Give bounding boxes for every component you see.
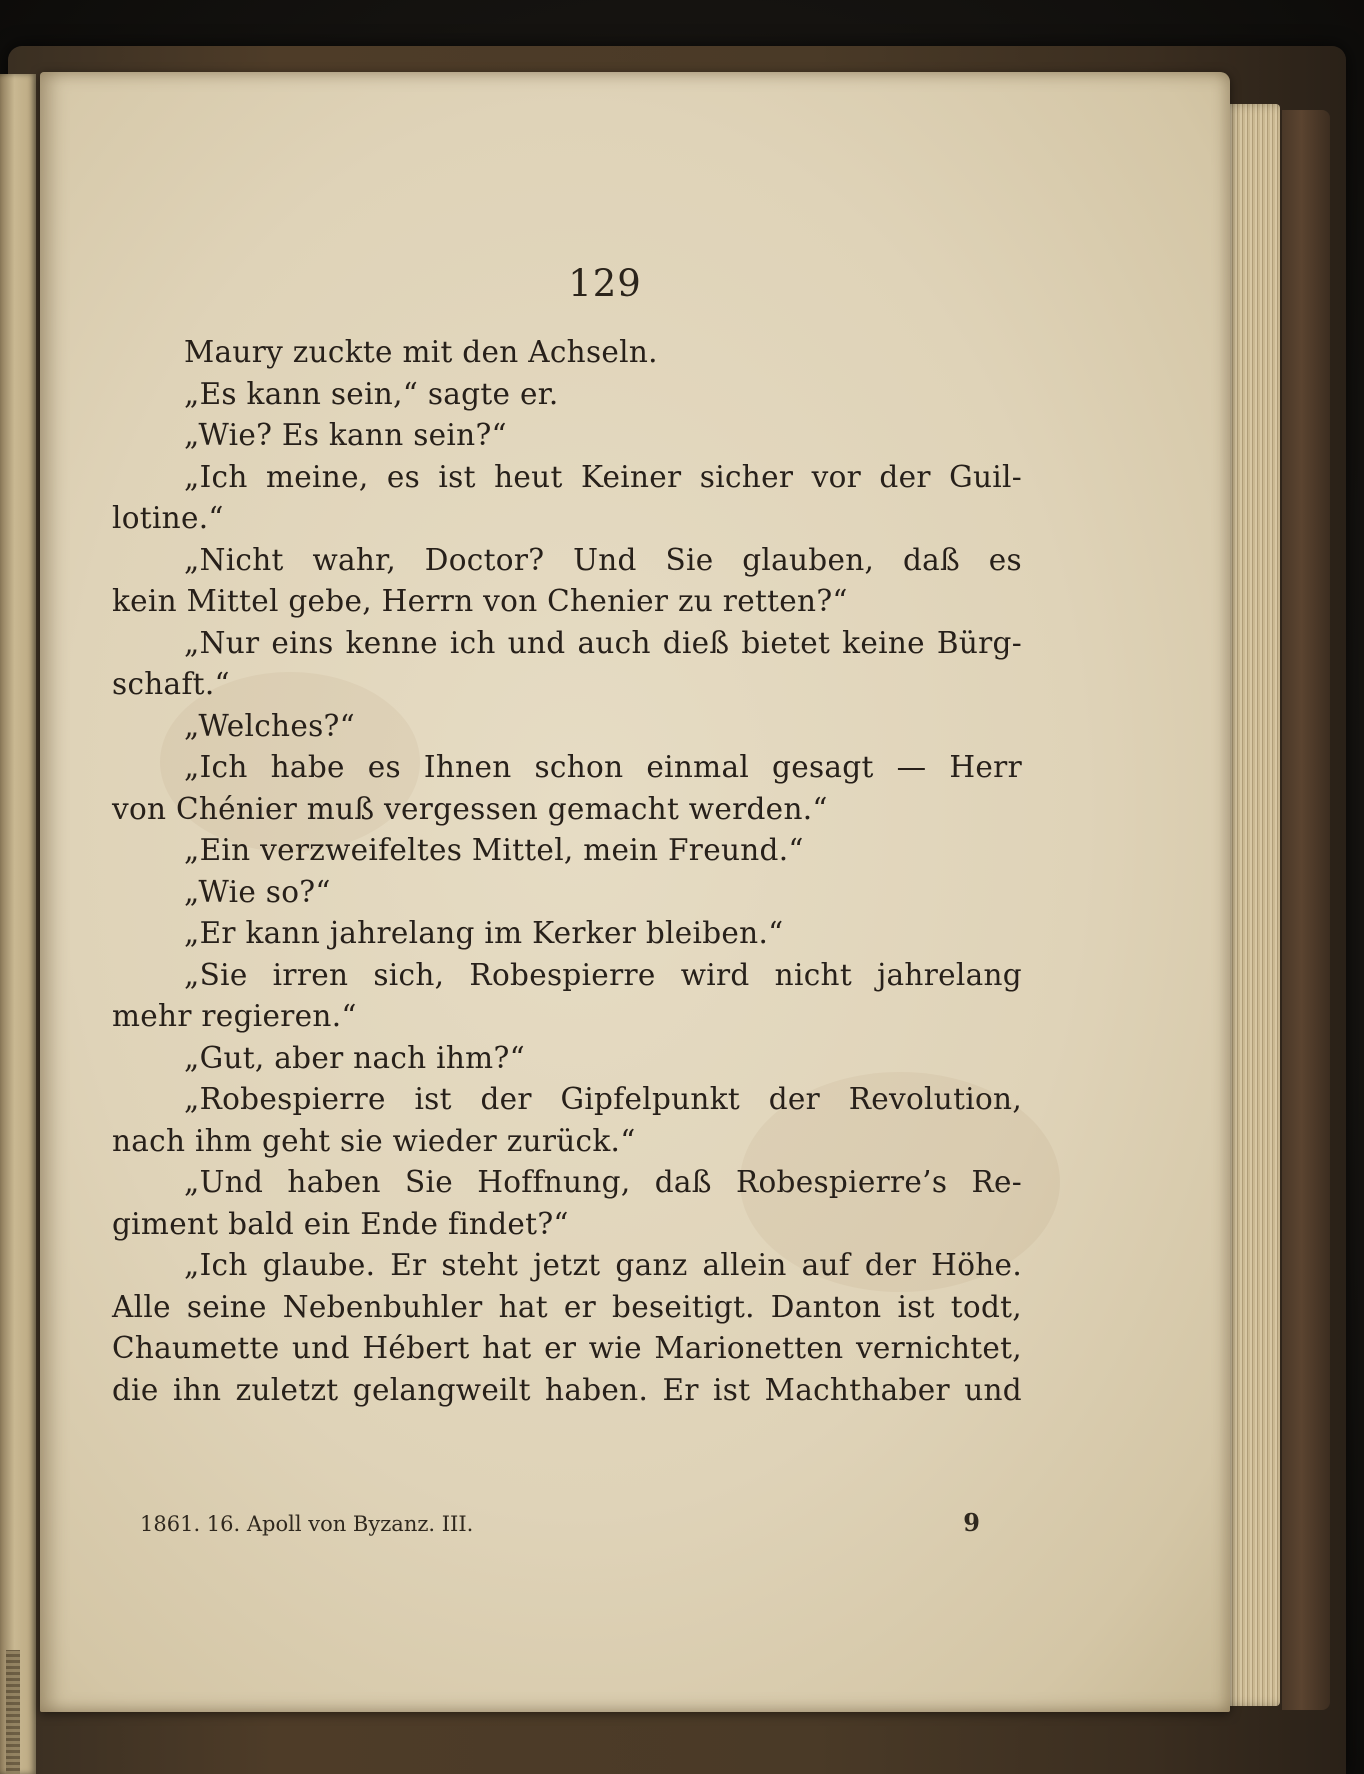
facing-page-edge — [0, 74, 36, 1774]
text-line: „Wie so?“ — [184, 874, 331, 909]
text-line: „Es kann sein,“ sagte er. — [184, 376, 559, 411]
text-line: „Und haben Sie Hoffnung, daß Robespierre’s Re- — [184, 1165, 1022, 1199]
text-line: „Er kann jahrelang im Kerker bleiben.“ — [184, 916, 784, 950]
text-line: schaft.“ — [112, 667, 230, 701]
page-footer — [140, 1508, 980, 1537]
text-line: Chaumette und Hébert hat er wie Marionetten vernichtet, — [112, 1331, 1022, 1365]
text-line: „Ein verzweifeltes Mittel, mein Freund.“ — [184, 833, 804, 867]
page-body-text — [112, 332, 1022, 1411]
text-line: nach ihm geht sie wieder zurück.“ — [112, 1123, 636, 1158]
text-line: giment bald ein Ende findet?“ — [112, 1206, 569, 1241]
book-page — [40, 72, 1230, 1712]
bookmark-ribbon — [6, 1650, 20, 1774]
text-line: die ihn zuletzt gelangweilt haben. Er ist Machthaber und — [112, 1372, 1022, 1407]
text-line: „Gut, aber nach ihm?“ — [184, 1040, 525, 1075]
text-line: kein Mittel gebe, Herrn von Chenier zu retten?“ — [112, 584, 848, 618]
printer-signature: 1861. 16. Apoll von Byzanz. III. — [140, 1512, 474, 1536]
text-line: von Chénier muß vergessen gemacht werden.“ — [112, 791, 828, 826]
cover-edge — [1282, 110, 1330, 1710]
text-line: lotine.“ — [112, 501, 224, 535]
text-line: „Wie? Es kann sein?“ — [184, 418, 507, 452]
text-line: „Ich habe es Ihnen schon einmal gesagt — Herr — [184, 750, 1022, 784]
text-line: „Ich glaube. Er steht jetzt ganz allein auf der Höhe. — [184, 1248, 1022, 1282]
page-number: 129 — [568, 262, 642, 305]
text-line: Alle seine Nebenbuhler hat er beseitigt. Danton ist todt, — [112, 1289, 1022, 1324]
text-line: „Robespierre ist der Gipfelpunkt der Revolution, — [184, 1082, 1022, 1116]
text-line: mehr regieren.“ — [112, 999, 357, 1033]
text-line: „Welches?“ — [184, 708, 356, 743]
text-line: „Ich meine, es ist heut Keiner sicher vor der Guil- — [184, 459, 1022, 494]
text-line: Maury zuckte mit den Achseln. — [184, 335, 658, 369]
text-line: „Nicht wahr, Doctor? Und Sie glauben, daß es — [184, 542, 1022, 577]
text-line: „Nur eins kenne ich und auch dieß bietet keine Bürg- — [184, 625, 1022, 660]
text-line: „Sie irren sich, Robespierre wird nicht jahrelang — [184, 957, 1022, 992]
sheet-mark: 9 — [963, 1508, 980, 1537]
